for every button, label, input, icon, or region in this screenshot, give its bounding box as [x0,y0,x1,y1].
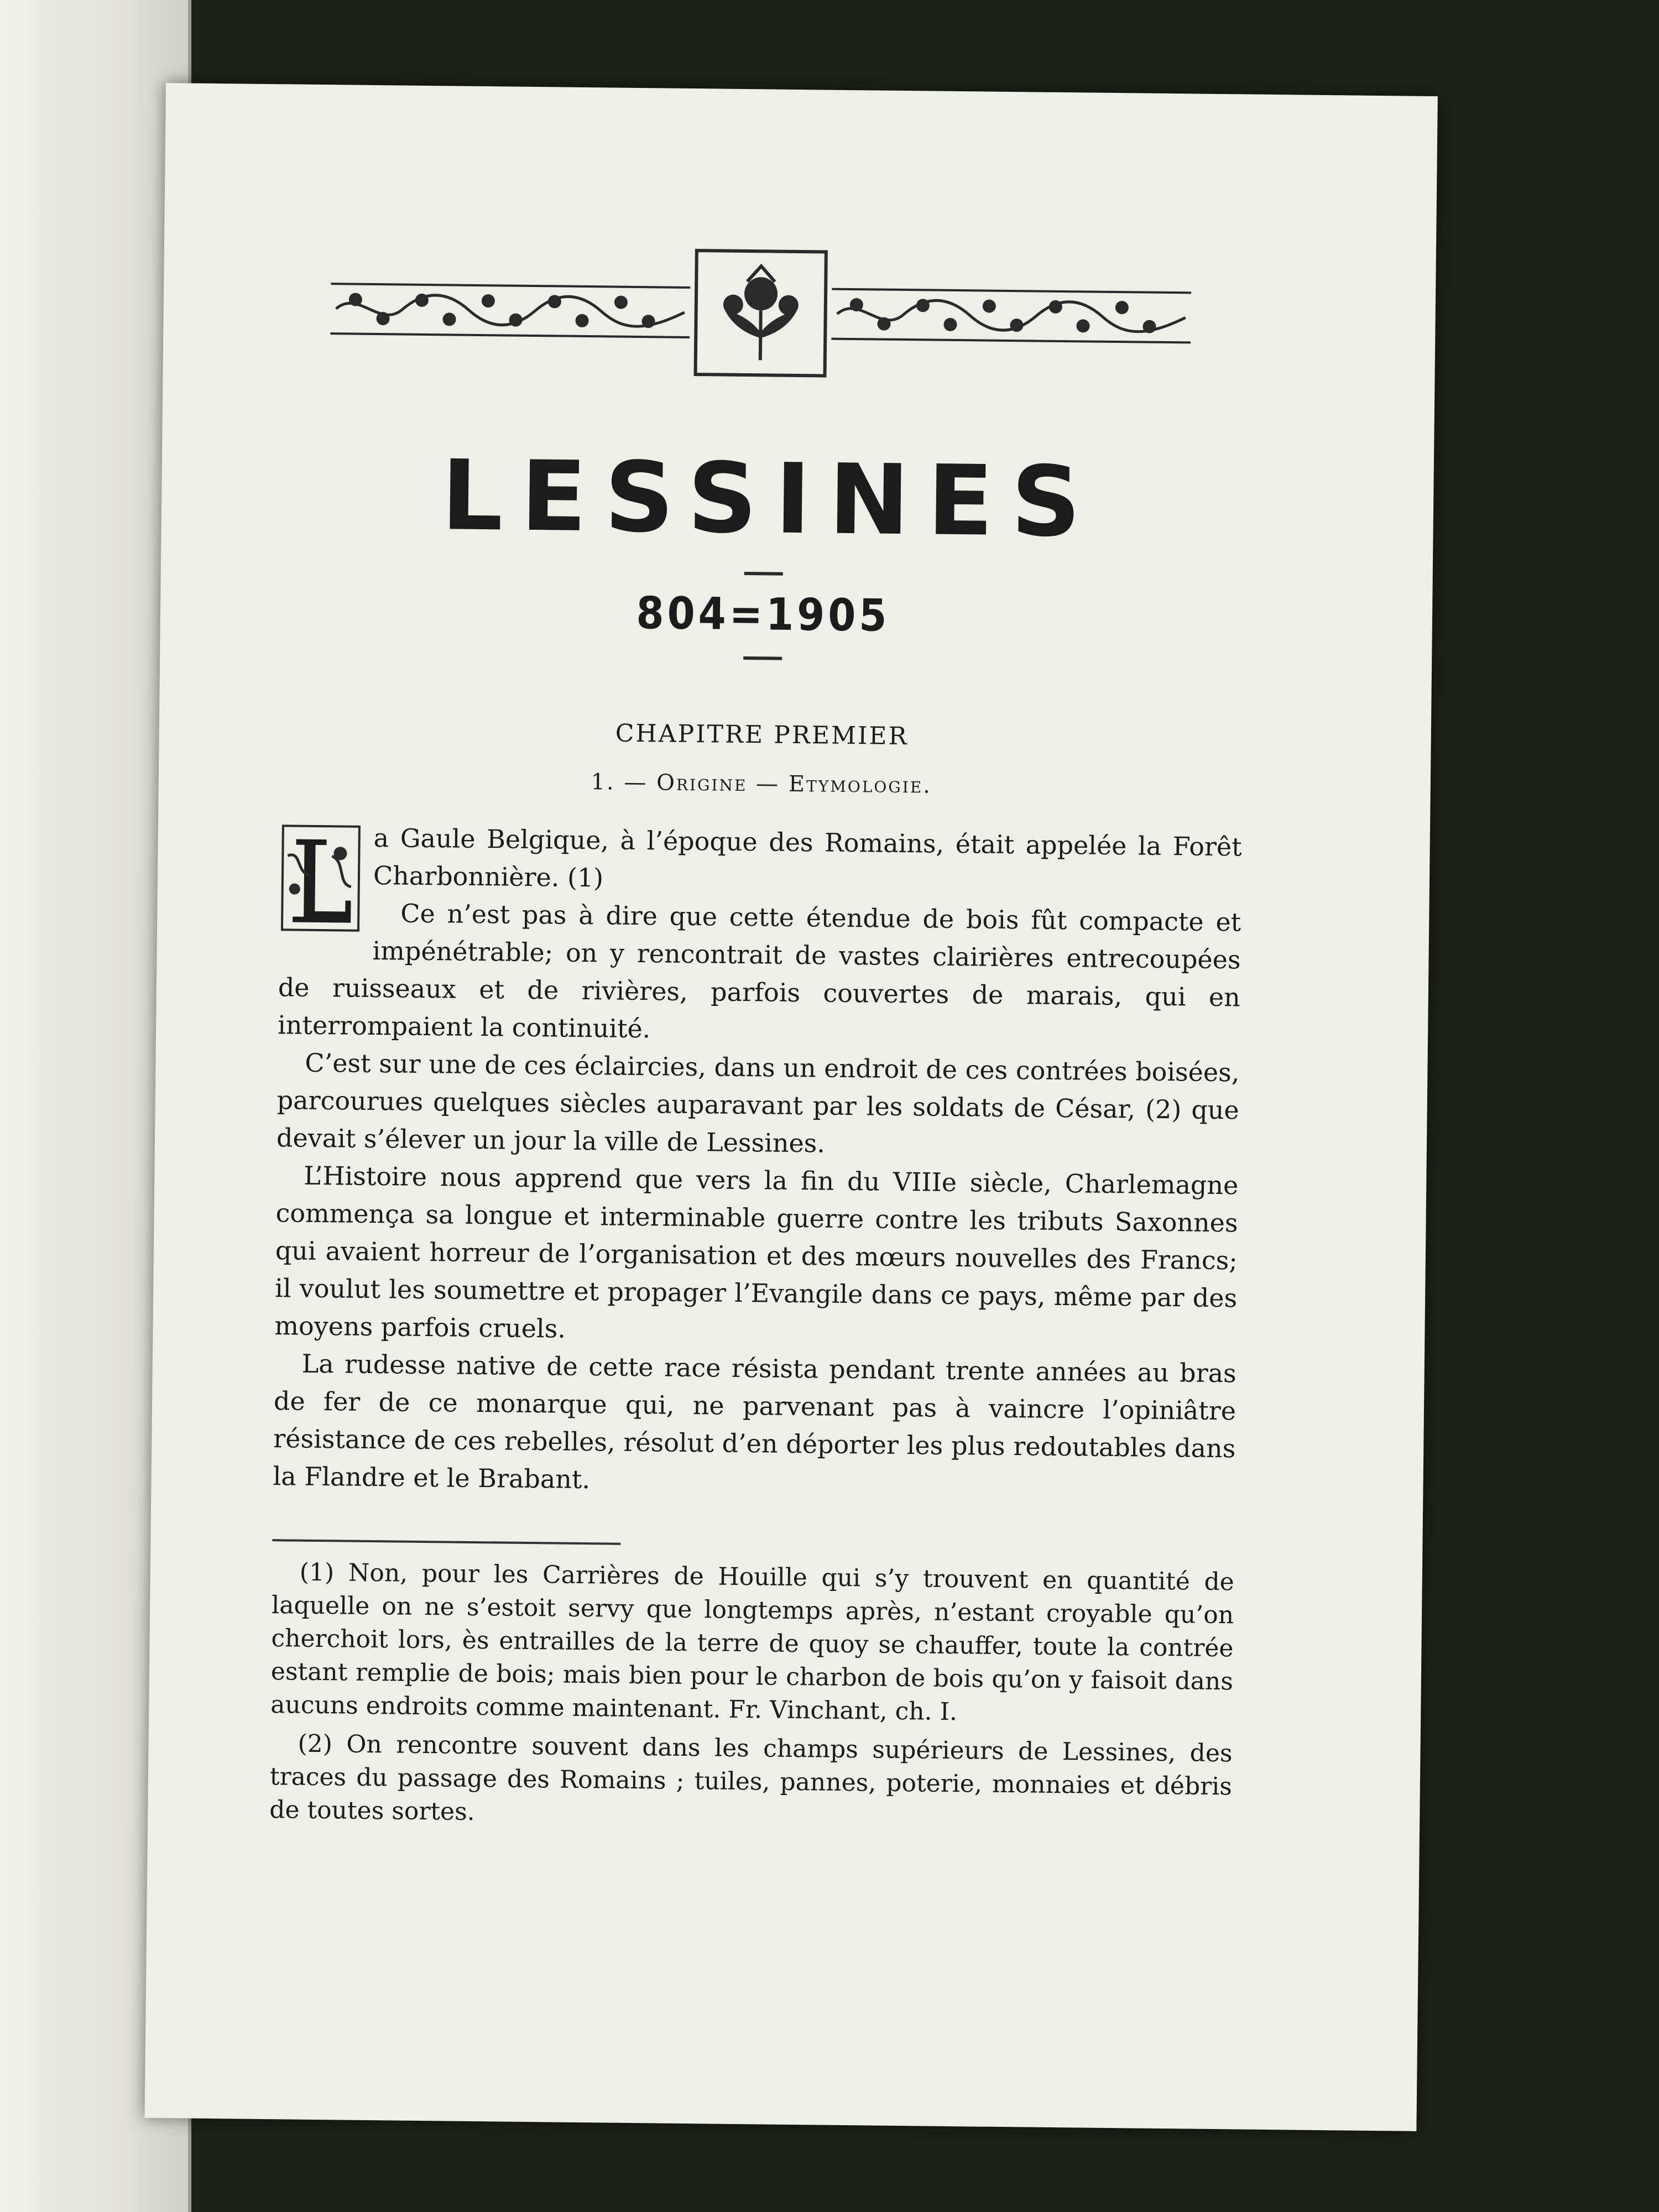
years-subtitle: 804=1905 [636,587,890,641]
paragraph-4: L’Histoire nous apprend que vers la fin du VIIIe siècle, Charlemagne commença sa longue et interminable guerre contre les tributs Saxonnes qui avaient horreur de l’organisation et des mœurs nouvelles des Francs; il voulut les soumettre et propager l’Evangile dans ce pays, même par des moyens parfois cruels. [274,1160,1239,1344]
vine-right-icon [831,284,1191,348]
footnotes [269,1556,1234,1837]
book-spine [0,0,66,2212]
paragraph-5: La rudesse native de cette race résista pendant trente années au bras de fer de ce monarque qui, ne parvenant pas à vaincre l’opiniâtre résistance de ces rebelles, résolut d’en déporter les plus redoutables dans la Flandre et le Brabant. [273,1348,1237,1495]
header-ornament [318,245,1204,382]
paragraph-3: C’est sur une de ces éclaircies, dans un endroit de ces contrées boisées, parcourues quelques siècles auparavant par les soldats de César, (2) que devait s’élever un jour la ville de Lessines. [276,1047,1240,1159]
chapter-heading: CHAPITRE PREMIER [615,719,909,751]
thistle-flower-icon [694,249,828,378]
body-text [273,818,1242,1505]
years-divider [743,656,782,660]
footnote-1: (1) Non, pour les Carrières de Houille qui s’y trouvent en quantité de laquelle on ne s’estoit servy que longtemps après, n’estant croyable qu’on cherchoit lors, ès entrailles de la terre de quoy se chauffer, toute la contrée estant remplie de bois; mais bien pour le charbon de bois qu’on y faisoit dans aucuns endroits comme maintenant. Fr. Vinchant, ch. I. [270,1558,1234,1726]
page-content [269,244,1248,1842]
footnote-rule [272,1539,620,1545]
section-heading: 1. — Origine — Etymologie. [591,769,932,799]
footnote-2: (2) On rencontre souvent dans les champs supérieurs de Lessines, des traces du passage des Romains ; tuiles, pannes, poterie, monnaies et débris de toutes sortes. [269,1729,1233,1827]
vine-left-icon [330,278,690,343]
title-divider [744,572,783,576]
paragraph-1: a Gaule Belgique, à l’époque des Romains, était appelée la Forêt Charbonnière. (1) [373,823,1242,893]
page-title: LESSINES [440,440,1099,559]
paragraph-2: Ce n’est pas à dire que cette étendue de bois fût compacte et impénétrable; on y rencontrait de vastes clairières entrecoupées de ruisseaux et de rivières, parfois couvertes de marais, qui en interrompaient la continuité. [277,898,1241,1044]
dropcap-l-icon [279,822,363,934]
book-page [144,83,1437,2131]
